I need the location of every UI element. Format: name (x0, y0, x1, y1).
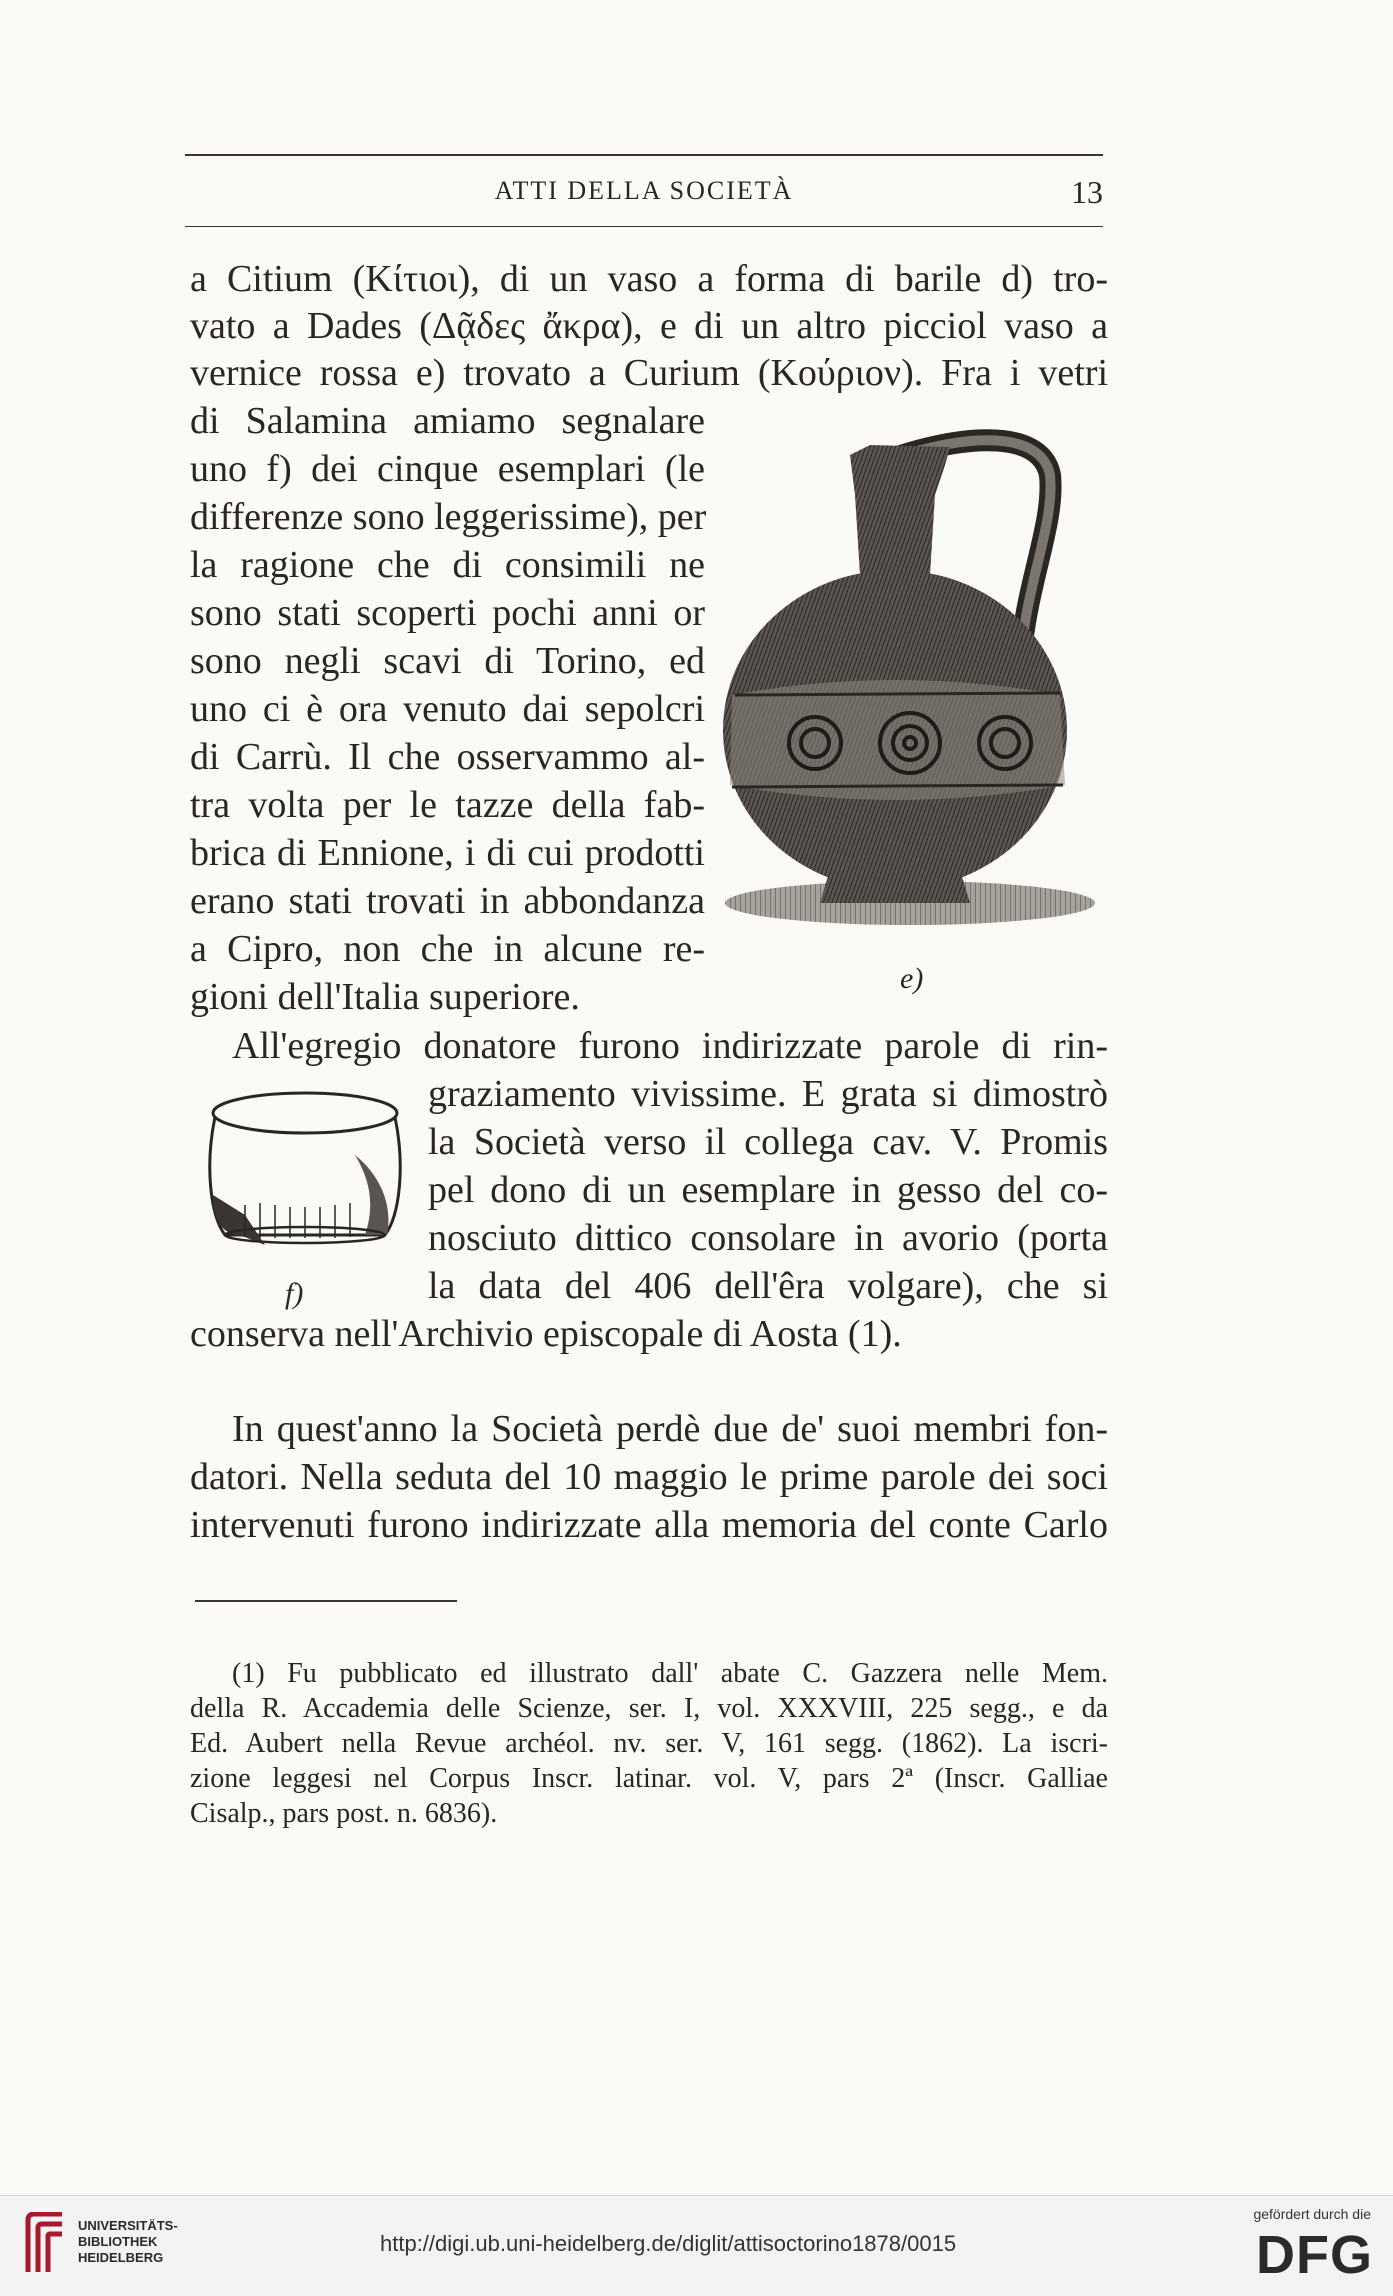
body-line: a Citium (Κίτιοι), di un vaso a forma di barile d) tro- (190, 258, 1108, 300)
permalink-url[interactable]: http://digi.ub.uni-heidelberg.de/diglit/attisoctorino1878/0015 (380, 2231, 957, 2256)
body-line: In quest'anno la Società perdè due de' suoi membri fon- (232, 1408, 1108, 1450)
body-line: All'egregio donatore furono indirizzate parole di rin- (232, 1025, 1108, 1067)
footnote-line: Ed. Aubert nella Revue archéol. nv. ser. V, 161 segg. (1862). La iscri- (190, 1728, 1108, 1759)
library-name (78, 2218, 178, 2266)
body-line: intervenuti furono indirizzate alla memoria del conte Carlo (190, 1504, 1108, 1546)
header-rule-bottom (185, 226, 1103, 227)
body-line: conserva nell'Archivio episcopale di Aosta (1). (190, 1313, 902, 1355)
jug-illustration (720, 425, 1100, 955)
footnote-line: zione leggesi nel Corpus Inscr. latinar. vol. V, pars 2ª (Inscr. Galliae (190, 1763, 1108, 1794)
body-line: uno f) dei cinque esemplari (le (190, 448, 705, 490)
page-number: 13 (1071, 174, 1103, 210)
dfg-logo: DFG (1256, 2225, 1373, 2285)
viewer-footer (0, 2195, 1393, 2296)
body-line: vato a Dades (Δᾷδες ἄκρα), e di un altro picciol vaso a (190, 305, 1108, 347)
library-logo-icon (22, 2212, 68, 2274)
dfg-label: gefördert durch die (1253, 2206, 1371, 2222)
body-line: brica di Ennione, i di cui prodotti (190, 832, 705, 874)
body-line: graziamento vivissime. E grata si dimostrò (428, 1073, 1108, 1115)
running-head (185, 172, 1103, 212)
body-line: a Cipro, non che in alcune re- (190, 928, 705, 970)
library-name-line: HEIDELBERG (78, 2250, 164, 2265)
body-line: uno ci è ora venuto dai sepolcri (190, 688, 705, 730)
body-line: sono negli scavi di Torino, ed (190, 640, 705, 682)
body-line: nosciuto dittico consolare in avorio (porta (428, 1217, 1108, 1259)
footnote-line: della R. Accademia delle Scienze, ser. I, vol. XXXVIII, 225 segg., e da (190, 1693, 1108, 1724)
body-line: differenze sono leggerissime), per (190, 496, 707, 538)
body-line: la Società verso il collega cav. V. Promis (428, 1121, 1108, 1163)
cup-illustration (205, 1085, 405, 1260)
body-line: pel dono di un esemplare in gesso del co- (428, 1169, 1108, 1211)
body-line: la ragione che di consimili ne (190, 544, 705, 586)
body-line: sono stati scoperti pochi anni or (190, 592, 705, 634)
figure-label-cup: f) (285, 1277, 304, 1310)
library-name-line: UNIVERSITÄTS- (78, 2218, 178, 2233)
footnote-line: (1) Fu pubblicato ed illustrato dall' abate C. Gazzera nelle Mem. (232, 1658, 1108, 1689)
body-line: di Carrù. Il che osservammo al- (190, 736, 705, 778)
running-title: ATTI DELLA SOCIETÀ (494, 176, 794, 205)
header-rule-top (185, 154, 1103, 156)
library-name-line: BIBLIOTHEK (78, 2234, 158, 2249)
body-line: gioni dell'Italia superiore. (190, 976, 580, 1018)
figure-label-jug: e) (900, 962, 924, 995)
body-line: erano stati trovati in abbondanza (190, 880, 705, 922)
footnote-rule (195, 1600, 457, 1602)
body-line: la data del 406 dell'êra volgare), che si (428, 1265, 1108, 1307)
body-line: vernice rossa e) trovato a Curium (Κούριον). Fra i vetri (190, 352, 1108, 394)
body-line: tra volta per le tazze della fab- (190, 784, 705, 826)
footnote-line: Cisalp., pars post. n. 6836). (190, 1798, 498, 1829)
body-line: datori. Nella seduta del 10 maggio le prime parole dei soci (190, 1456, 1108, 1498)
body-line: di Salamina amiamo segnalare (190, 400, 705, 442)
